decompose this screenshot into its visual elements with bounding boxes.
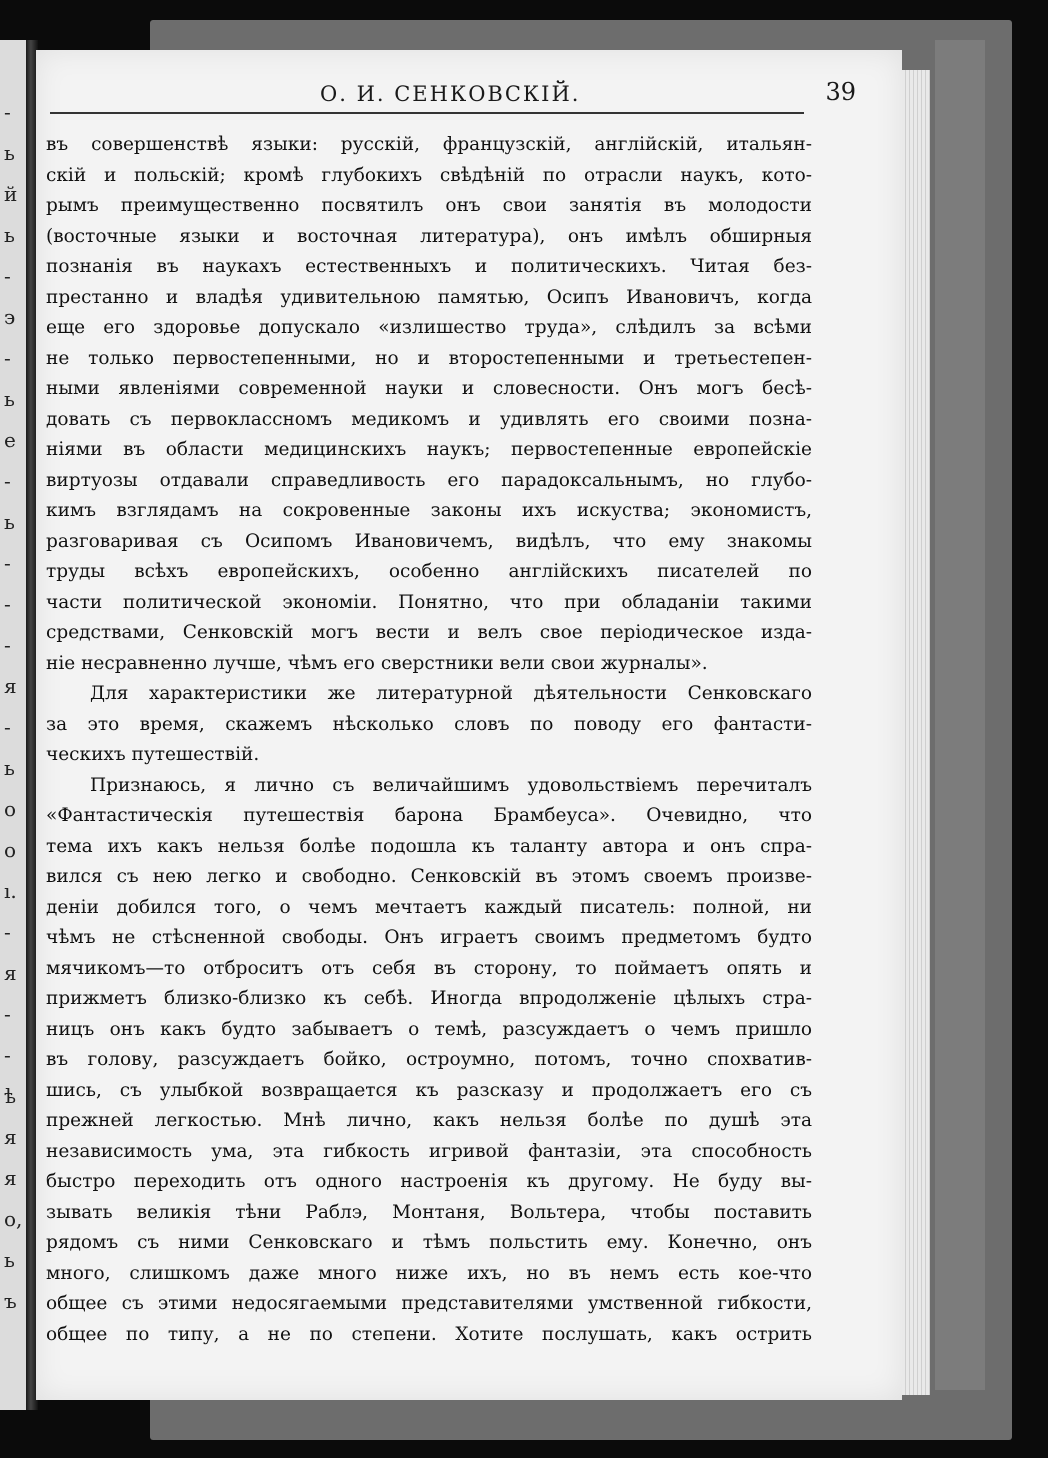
- text-line: «Фантастическія путешествія барона Брамбеуса». Очевидно, что: [46, 805, 812, 826]
- text-line: общее по типу, а не по степени. Хотите послушать, какъ острить: [46, 1323, 812, 1345]
- page-number: 39: [825, 78, 856, 106]
- text-line: кимъ взглядамъ на сокровенные законы ихъ искуства; экономистъ,: [46, 500, 812, 521]
- facing-page-glyph: ѣ: [4, 1084, 17, 1108]
- facing-page-glyph: -: [4, 100, 11, 124]
- text-line: мячикомъ—то отброситъ отъ себя въ сторону, то поймаетъ опять и: [46, 957, 812, 979]
- facing-page-glyph: ı.: [4, 879, 17, 903]
- facing-page-glyph: -: [4, 715, 11, 739]
- text-line: рымъ преимущественно посвятилъ онъ свои занятія въ молодости: [46, 195, 812, 216]
- text-line: прежней легкостью. Мнѣ лично, какъ нельзя болѣе по душѣ эта: [46, 1110, 812, 1131]
- text-line: ными явленіями современной науки и словесности. Онъ могъ бесѣ-: [46, 378, 812, 399]
- text-line: Для характеристики же литературной дѣятельности Сенковскаго: [90, 683, 812, 704]
- facing-page-glyph: -: [4, 1043, 11, 1067]
- text-line: Признаюсь, я лично съ величайшимъ удовольствіемъ перечиталъ: [90, 774, 812, 796]
- text-line: чѣмъ не стѣсненной свободы. Онъ играетъ своимъ предметомъ будто: [46, 927, 812, 948]
- text-line: въ совершенствѣ языки: русскій, французскій, англійскій, итальян-: [46, 134, 812, 155]
- facing-page-glyph: я: [4, 1166, 17, 1190]
- facing-page-glyph: ь: [4, 387, 15, 411]
- text-line: рядомъ съ ними Сенковскаго и тѣмъ польстить ему. Конечно, онъ: [46, 1232, 812, 1253]
- text-line: ніе несравненно лучше, чѣмъ его сверстники вели свои журналы».: [46, 652, 708, 674]
- facing-page-glyph: й: [4, 182, 18, 206]
- facing-page-glyph: ъ: [4, 1289, 17, 1313]
- text-line: части политической экономіи. Понятно, что при обладаніи такими: [46, 591, 812, 613]
- facing-page-glyph: -: [4, 592, 11, 616]
- text-line: шись, съ улыбкой возвращается къ разсказу и продолжаетъ его съ: [46, 1079, 812, 1101]
- text-line: не только первостепенными, но и второстепенными и третьестепен-: [46, 347, 812, 369]
- facing-page-glyph: я: [4, 1125, 17, 1149]
- facing-page-glyph: ь: [4, 510, 15, 534]
- facing-page-glyph: э: [4, 305, 16, 329]
- body-text: [46, 130, 812, 1350]
- text-line: (восточные языки и восточная литература), онъ имѣлъ обширныя: [46, 225, 812, 247]
- facing-page-glyph: о: [4, 838, 17, 862]
- facing-page-glyph: -: [4, 920, 11, 944]
- text-line: ческихъ путешествій.: [46, 744, 260, 765]
- cover-edge: [935, 40, 985, 1390]
- text-line: ніями въ области медицинскихъ наукъ; первостепенные европейскіе: [46, 439, 812, 460]
- facing-page-glyph: о: [4, 797, 17, 821]
- header-rule-right: [636, 112, 804, 114]
- facing-page-glyph: о,: [4, 1207, 23, 1231]
- text-line: независимость ума, эта гибкость игривой фантазіи, эта способность: [46, 1140, 812, 1162]
- text-line: разговаривая съ Осипомъ Ивановичемъ, видѣлъ, что ему знакомы: [46, 530, 812, 552]
- text-line: престанно и владѣя удивительною памятью, Осипъ Ивановичъ, когда: [46, 286, 812, 308]
- text-line: средствами, Сенковскій могъ вести и велъ свое періодическое изда-: [46, 622, 812, 643]
- running-title: О. И. СЕНКОВСКІЙ.: [320, 82, 581, 106]
- facing-page-glyph: ь: [4, 223, 15, 247]
- facing-page-glyph: -: [4, 1002, 11, 1026]
- header-rule: [50, 112, 642, 114]
- facing-page-glyph: -: [4, 633, 11, 657]
- text-line: быстро переходить отъ одного настроенія къ другому. Не буду вы-: [46, 1171, 812, 1192]
- facing-page-glyph: -: [4, 469, 11, 493]
- text-line: скій и польскій; кромѣ глубокихъ свѣдѣній по отрасли наукъ, кото-: [46, 164, 812, 186]
- facing-page-glyph: -: [4, 264, 11, 288]
- text-line: ницъ онъ какъ будто забываетъ о темѣ, разсуждаетъ о чемъ пришло: [46, 1018, 812, 1040]
- text-line: за это время, скажемъ нѣсколько словъ по поводу его фантасти-: [46, 713, 812, 735]
- book-page: [36, 50, 902, 1400]
- text-line: довать съ первоклассномъ медикомъ и удивлять его своими позна-: [46, 408, 812, 430]
- facing-page-glyph: я: [4, 961, 17, 985]
- text-line: зывать великія тѣни Раблэ, Монтаня, Вольтера, чтобы поставить: [46, 1201, 812, 1223]
- facing-page-glyph: -: [4, 551, 11, 575]
- text-line: прижметъ близко-близко къ себѣ. Иногда впродолженіе цѣлыхъ стра-: [46, 988, 812, 1009]
- text-line: вился съ нею легко и свободно. Сенковскій въ этомъ своемъ произве-: [46, 866, 812, 887]
- facing-page-glyph: ь: [4, 1248, 15, 1272]
- facing-page-glyph: ь: [4, 756, 15, 780]
- text-line: общее съ этими недосягаемыми представителями умственной гибкости,: [46, 1293, 812, 1314]
- facing-page-glyph: ь: [4, 141, 15, 165]
- running-header: [50, 74, 856, 124]
- text-line: познанія въ наукахъ естественныхъ и политическихъ. Читая без-: [46, 256, 812, 277]
- text-line: въ голову, разсуждаетъ бойко, остроумно, потомъ, точно спохватив-: [46, 1049, 812, 1070]
- text-line: много, слишкомъ даже много ниже ихъ, но въ немъ есть кое-что: [46, 1262, 812, 1284]
- text-line: еще его здоровье допускало «излишество труда», слѣдилъ за всѣми: [46, 317, 812, 338]
- facing-page-edge: [0, 40, 26, 1410]
- facing-page-glyph: я: [4, 674, 17, 698]
- text-line: деніи добился того, о чемъ мечтаетъ каждый писатель: полной, ни: [46, 896, 812, 918]
- facing-page-glyph: -: [4, 346, 11, 370]
- text-line: тема ихъ какъ нельзя болѣе подошла къ таланту автора и онъ спра-: [46, 835, 812, 857]
- text-line: труды всѣхъ европейскихъ, особенно англійскихъ писателей по: [46, 561, 812, 582]
- text-line: виртуозы отдавали справедливость его парадоксальнымъ, но глубо-: [46, 469, 812, 491]
- facing-page-glyph: е: [4, 428, 16, 452]
